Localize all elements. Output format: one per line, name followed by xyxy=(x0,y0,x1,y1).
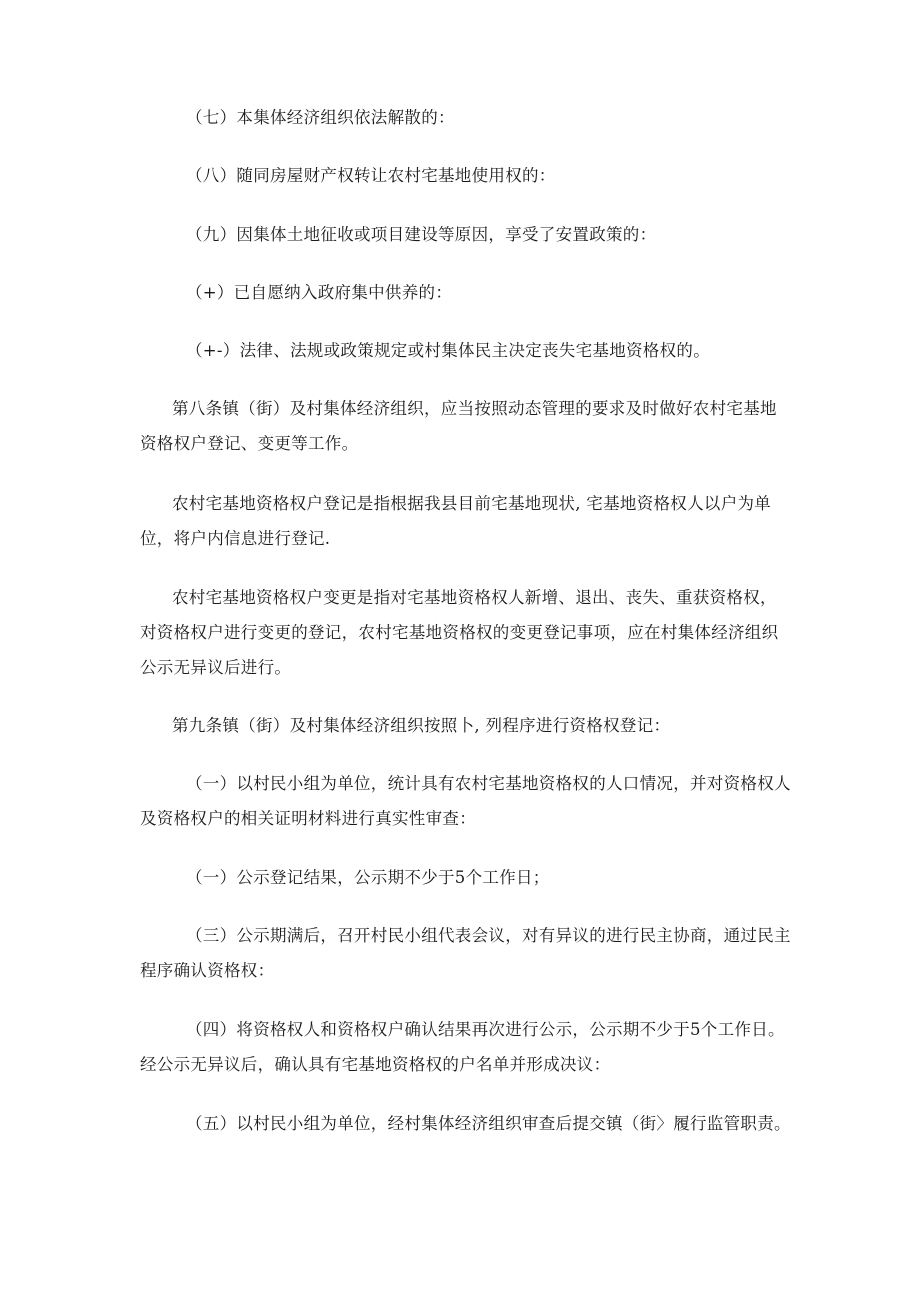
text-line: （+）已自愿纳入政府集中供养的： xyxy=(186,283,453,302)
text-line: 资格权户登记、变更等工作。 xyxy=(140,434,359,453)
text-line: 第九条镇（街）及村集体经济组织按照卜, 列程序进行资格权登记： xyxy=(172,716,671,735)
text-line: （八）随同房屋财产权转让农村宅基地使用权的： xyxy=(186,166,556,185)
clause-10 xyxy=(0,275,920,310)
step-4 xyxy=(0,1012,920,1082)
text-line: （一）以村民小组为单位，统计具有农村宅基地资格权的人口情况，并对资格权人 xyxy=(186,774,791,793)
clause-8 xyxy=(0,158,920,193)
text-line: 对资格权户进行变更的登记，农村宅基地资格权的变更登记事项，应在村集体经济组织 xyxy=(140,623,779,642)
clause-7 xyxy=(0,100,920,135)
change-definition xyxy=(0,580,920,685)
text-line: （七）本集体经济组织依法解散的： xyxy=(186,108,455,127)
text-line: 程序确认资格权： xyxy=(140,961,275,980)
text-line: （四）将资格权人和资格权户确认结果再次进行公示，公示期不少于5个工作日。 xyxy=(186,1020,785,1039)
article-9 xyxy=(0,708,920,743)
text-line: 第八条镇（街）及村集体经济组织，应当按照动态管理的要求及时做好农村宅基地 xyxy=(172,399,777,418)
registration-definition xyxy=(0,486,920,556)
text-line: （一）公示登记结果，公示期不少于5个工作日； xyxy=(186,868,550,887)
step-1 xyxy=(0,766,920,836)
text-line: （三）公示期满后，召开村民小组代表会议，对有异议的进行民主协商，通过民主 xyxy=(186,926,791,945)
step-3 xyxy=(0,918,920,988)
step-5 xyxy=(0,1106,920,1141)
step-2 xyxy=(0,860,920,895)
article-8 xyxy=(0,391,920,461)
text-line: （九）因集体土地征收或项目建设等原因，享受了安置政策的： xyxy=(186,225,657,244)
text-line: 农村宅基地资格权户变更是指对宅基地资格权人新增、退出、丧失、重获资格权， xyxy=(172,588,777,607)
text-line: （五）以村民小组为单位，经村集体经济组织审查后提交镇（街〉履行监管职责。 xyxy=(186,1114,791,1133)
text-line: （+-）法律、法规或政策规定或村集体民主决定丧失宅基地资格权的。 xyxy=(186,341,710,360)
text-line: 及资格权户的相关证明材料进行真实性审查： xyxy=(140,809,476,828)
clause-9 xyxy=(0,217,920,252)
text-line: 位，将户内信息进行登记. xyxy=(140,529,331,548)
text-line: 农村宅基地资格权户登记是指根据我县目前宅基地现状, 宅基地资格权人以户为单 xyxy=(172,494,772,513)
clause-11 xyxy=(0,333,920,368)
text-line: 经公示无异议后，确认具有宅基地资格权的户名单并形成决议： xyxy=(140,1055,611,1074)
text-line: 公示无异议后进行。 xyxy=(140,658,292,677)
